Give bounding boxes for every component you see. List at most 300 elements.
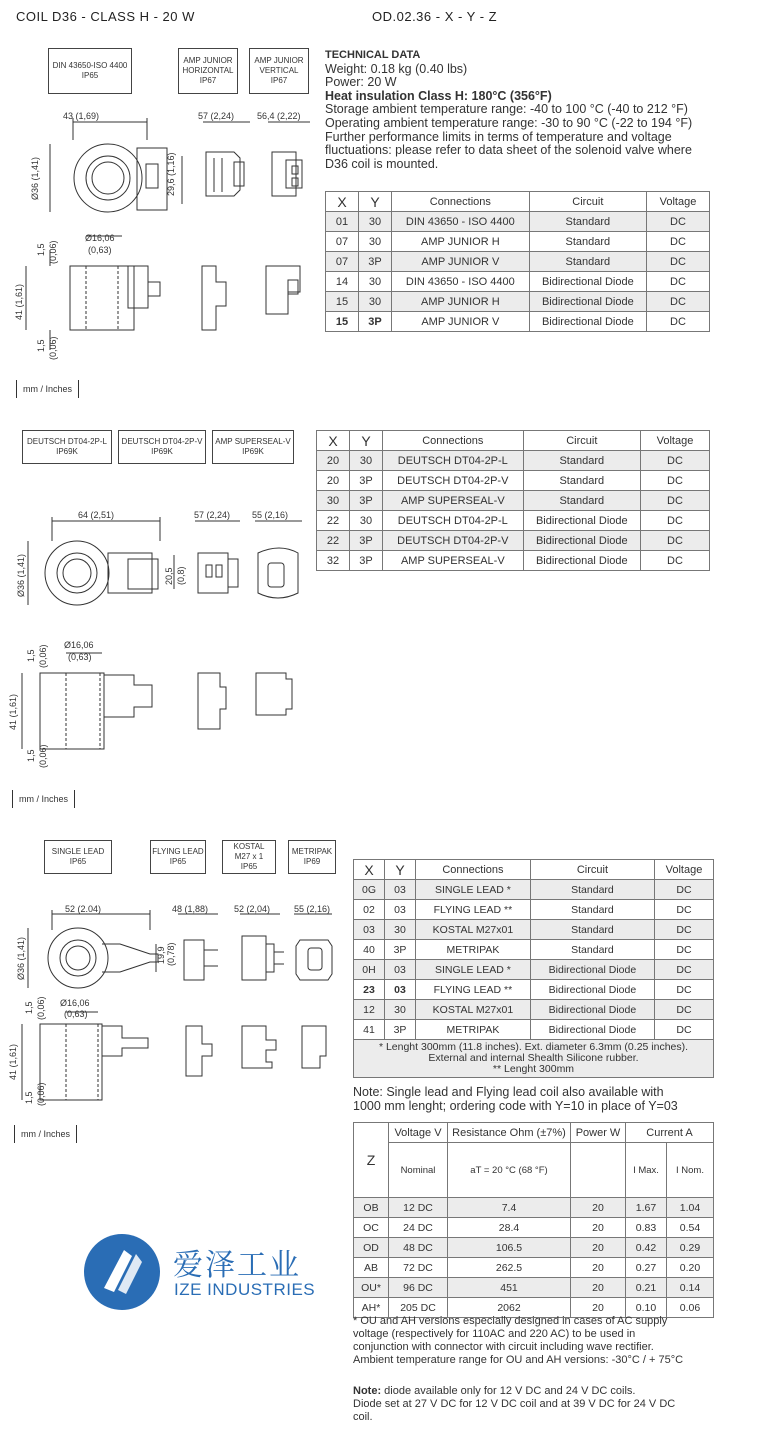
cell: DEUTSCH DT04-2P-V [383,531,524,551]
cell: AMP SUPERSEAL-V [383,551,524,571]
note-line: diode available only for 12 V DC and 24 V DC coils. [381,1385,636,1397]
cell: Bidirectional Diode [523,531,640,551]
dim-center: 20,5 [164,567,174,585]
table-row [317,451,710,471]
section1-drawings [10,100,320,370]
table-row [354,1000,714,1020]
note-line: Ambient temperature range for OU and AH versions: -30°C / + 75°C [353,1354,684,1366]
note-line: conjunction with connector with circuit including wave rectifier. [353,1341,654,1353]
cell: 30 [350,451,383,471]
sub-imax: I Max. [626,1143,667,1198]
cell: METRIPAK [416,1020,531,1040]
cell: DC [655,940,714,960]
dim-length: 41 (1,61) [14,283,24,320]
dim-center: 29,6 (1,16) [166,152,176,196]
cell: 24 DC [389,1218,448,1238]
col-connections: Connections [392,192,530,212]
note-line: * OU and AH versions especially designed in cases of AC supply [353,1315,668,1327]
dim-diameter: Ø36 (1,41) [16,936,26,980]
cell: 01 [326,212,359,232]
box-rating: IP67 [199,76,217,85]
cell: 1.04 [667,1198,714,1218]
cell: 07 [326,232,359,252]
dim-hole-in: (0,63) [88,245,112,255]
cell: 48 DC [389,1238,448,1258]
table-row [354,1278,714,1298]
col-current: Current A [626,1123,714,1143]
cell: 0.10 [626,1298,667,1318]
order-code: OD.02.36 - X - Y - Z [372,9,498,24]
cell: Standard [523,491,640,511]
dim-center-in: (0,78) [166,942,176,966]
cell: 03 [385,960,416,980]
cell: 20 [571,1218,626,1238]
dim-bottom: 1,5 [24,1091,34,1104]
unit-label: mm / Inches [14,1125,77,1143]
note-line: voltage (respectively for 110AC and 220 AC) to be used in [353,1328,636,1340]
cell: Standard [529,232,646,252]
cell: Bidirectional Diode [530,960,654,980]
cell: 30 [359,212,392,232]
cell: AB [354,1258,389,1278]
dim-width: 52 (2.04) [65,904,102,914]
table-row [354,900,714,920]
table-row [317,551,710,571]
dim-hole-in: (0,63) [68,652,92,662]
col-x: X [354,860,385,880]
table-row [326,312,710,332]
cell: 2062 [448,1298,571,1318]
dim-bottom-in: (0,06) [48,336,58,360]
col-z: Z [354,1123,389,1198]
cell: DC [641,531,710,551]
cell: DC [655,1020,714,1040]
box-rating: IP65 [81,71,99,80]
cell: 3P [350,471,383,491]
cell: 30 [317,491,350,511]
cell: DC [655,980,714,1000]
cell: 40 [354,940,385,960]
connector-box-superseal [212,430,294,464]
tech-further: D36 coil is mounted. [325,156,439,171]
connector-box-deutsch-v [118,430,206,464]
cell: FLYING LEAD ** [416,900,531,920]
cell: Standard [523,451,640,471]
connector-box-deutsch-l [22,430,112,464]
col-x: X [326,192,359,212]
cell: Bidirectional Diode [523,551,640,571]
dim-top-in: (0,06) [36,996,46,1020]
col-voltage: Voltage V [389,1123,448,1143]
dim-top: 1,5 [36,243,46,256]
footnote: * Lenght 300mm (11.8 inches). Ext. diameter 6.3mm (0.25 inches). [378,1041,689,1053]
box-label: AMP SUPERSEAL-V [215,437,291,446]
cell: 1.67 [626,1198,667,1218]
cell: DC [641,551,710,571]
table-header [317,431,710,451]
cell: DC [655,920,714,940]
box-label: DIN 43650-ISO 4400 [52,61,128,70]
dim-hole: Ø16,06 [85,233,115,243]
cell: 3P [359,312,392,332]
dim-top: 1,5 [26,649,36,662]
box-label: FLYING LEAD [152,847,204,856]
cell: 0.20 [667,1258,714,1278]
cell: Bidirectional Diode [523,511,640,531]
connector-box-amp-v [249,48,309,94]
cell: 0.54 [667,1218,714,1238]
cell: 30 [385,920,416,940]
cell: 22 [317,511,350,531]
cell: Bidirectional Diode [530,980,654,1000]
cell: DC [655,1000,714,1020]
dim-hole-in: (0,63) [64,1009,88,1019]
cell: 41 [354,1020,385,1040]
cell: 20 [571,1258,626,1278]
cell: DC [647,312,710,332]
col-connections: Connections [416,860,531,880]
dim-top: 1,5 [24,1001,34,1014]
table-row [317,511,710,531]
note-leads [353,1085,753,1113]
dim-bottom: 1,5 [36,339,46,352]
cell: 14 [326,272,359,292]
cell: DEUTSCH DT04-2P-L [383,511,524,531]
cell: METRIPAK [416,940,531,960]
box-label: VERTICAL [259,66,299,75]
cell: 3P [385,1020,416,1040]
cell: 106.5 [448,1238,571,1258]
cell: 28.4 [448,1218,571,1238]
col-circuit: Circuit [523,431,640,451]
cell: Standard [523,471,640,491]
cell: 0.14 [667,1278,714,1298]
cell: DC [641,491,710,511]
dim-width: 43 (1,69) [63,111,100,121]
dim-top-in: (0,06) [48,240,58,264]
cell: 3P [385,940,416,960]
box-rating: IP69K [151,447,173,456]
cell: Bidirectional Diode [529,272,646,292]
cell: Standard [530,920,654,940]
doc-title: COIL D36 - CLASS H - 20 W [16,9,195,24]
cell: Standard [529,212,646,232]
table-row [354,960,714,980]
cell: 30 [359,232,392,252]
dim-diameter: Ø36 (1,41) [16,553,26,597]
cell: SINGLE LEAD * [416,960,531,980]
table-row [354,1238,714,1258]
table-row [354,1258,714,1278]
cell: 451 [448,1278,571,1298]
cell: KOSTAL M27x01 [416,1000,531,1020]
cell: 0.21 [626,1278,667,1298]
cell: Standard [530,880,654,900]
cell: 20 [571,1278,626,1298]
cell: 96 DC [389,1278,448,1298]
tech-storage: Storage ambient temperature range: -40 to 100 °C (-40 to 212 °F) [325,102,688,117]
table-row [317,531,710,551]
dim-bottom-in: (0,06) [38,744,48,768]
dim-connector-v: 56,4 (2,22) [257,111,301,121]
table-row [326,292,710,312]
technical-data [325,49,755,171]
col-x: X [317,431,350,451]
footnote: External and internal Shealth Silicone rubber. [428,1052,639,1064]
cell: DC [655,880,714,900]
table-electrical [353,1122,714,1318]
dim-length: 41 (1,61) [8,1043,18,1080]
dim-center-in: (0,8) [176,566,186,585]
box-label: AMP JUNIOR [183,56,233,65]
cell: 20 [571,1238,626,1258]
cell: 20 [317,451,350,471]
cell: DIN 43650 - ISO 4400 [392,272,530,292]
cell: DC [647,292,710,312]
box-rating: IP69 [303,857,321,866]
table-footnote [354,1040,714,1078]
dim-top-in: (0,06) [38,644,48,668]
box-rating: IP69K [56,447,78,456]
tech-heat: Heat insulation Class H: 180°C (356°F) [325,88,552,103]
cell: DEUTSCH DT04-2P-L [383,451,524,471]
note-diode [353,1385,753,1424]
col-connections: Connections [383,431,524,451]
dim-connector-v: 55 (2,16) [252,510,289,520]
cell: DC [655,900,714,920]
col-y: Y [350,431,383,451]
col-power: Power W [571,1123,626,1143]
cell: Standard [530,940,654,960]
cell: 0G [354,880,385,900]
table-row [354,980,714,1000]
dim-connector-h: 57 (2,24) [194,510,231,520]
table-row [354,1198,714,1218]
ize-logo-icon [82,1232,162,1312]
dim-diameter: Ø36 (1,41) [30,156,40,200]
cell: OB [354,1198,389,1218]
connector-box-kostal [222,840,276,874]
cell: Bidirectional Diode [530,1020,654,1040]
box-label: M27 x 1 [234,852,264,861]
cell: 0.06 [667,1298,714,1318]
dim-width: 64 (2,51) [78,510,115,520]
cell: 0.27 [626,1258,667,1278]
box-label: SINGLE LEAD [51,847,105,856]
cell: Bidirectional Diode [529,312,646,332]
dim-connector-3: 55 (2,16) [294,904,331,914]
cell: DEUTSCH DT04-2P-V [383,471,524,491]
cell: KOSTAL M27x01 [416,920,531,940]
tech-weight: Weight: 0.18 kg (0.40 lbs) [325,61,468,76]
dim-connector-h: 57 (2,24) [198,111,235,121]
table-row [326,212,710,232]
cell: 262.5 [448,1258,571,1278]
note-ou-ah [353,1315,753,1367]
col-circuit: Circuit [530,860,654,880]
cell: 15 [326,312,359,332]
note-line: Note: Single lead and Flying lead coil also available with [353,1085,664,1099]
cell: DC [647,232,710,252]
cell: DC [641,511,710,531]
cell: 7.4 [448,1198,571,1218]
box-rating: IP69K [242,447,264,456]
tech-operating: Operating ambient temperature range: -30 to 90 °C (-22 to 194 °F) [325,115,693,130]
dim-hole: Ø16,06 [60,998,90,1008]
cell: 30 [359,292,392,312]
cell: DIN 43650 - ISO 4400 [392,212,530,232]
cell: DC [647,212,710,232]
col-y: Y [385,860,416,880]
table-header [354,860,714,880]
cell: 0.83 [626,1218,667,1238]
cell: DC [647,272,710,292]
cell: OD [354,1238,389,1258]
dim-connector-1: 48 (1,88) [172,904,209,914]
sub-power [571,1143,626,1198]
cell: 3P [350,551,383,571]
cell: 20 [317,471,350,491]
cell: 23 [354,980,385,1000]
cell: 03 [385,980,416,1000]
dim-bottom-in: (0,06) [36,1082,46,1106]
cell: AH* [354,1298,389,1318]
footnote-cell [354,1040,714,1078]
box-rating: IP65 [169,857,187,866]
cell: AMP SUPERSEAL-V [383,491,524,511]
col-y: Y [359,192,392,212]
cell: Standard [529,252,646,272]
cell: DC [641,471,710,491]
connector-box-metripak [288,840,336,874]
col-resistance: Resistance Ohm (±7%) [448,1123,571,1143]
cell: DC [655,960,714,980]
tech-title: TECHNICAL DATA [325,49,421,61]
table-row [354,880,714,900]
note-label: Note: [353,1385,382,1397]
cell: 3P [359,252,392,272]
col-voltage: Voltage [641,431,710,451]
cell: 30 [385,1000,416,1020]
note-line: Diode set at 27 V DC for 12 V DC coil and at 39 V DC for 24 V DC [353,1398,676,1410]
cell: 30 [359,272,392,292]
box-label: KOSTAL [233,842,265,851]
box-label: AMP JUNIOR [254,56,304,65]
connector-box-flying-lead [150,840,206,874]
tech-further: fluctuations: please refer to data sheet of the solenoid valve where [325,143,692,158]
table-row [354,1020,714,1040]
logo-english: IZE INDUSTRIES [174,1280,316,1299]
table-section1 [325,191,710,332]
cell: 3P [350,491,383,511]
cell: 72 DC [389,1258,448,1278]
cell: 30 [350,511,383,531]
cell: 03 [354,920,385,940]
cell: 12 DC [389,1198,448,1218]
col-circuit: Circuit [529,192,646,212]
box-label: HORIZONTAL [182,66,234,75]
cell: Bidirectional Diode [529,292,646,312]
cell: DC [641,451,710,471]
table-row [317,471,710,491]
cell: 03 [385,880,416,900]
cell: AMP JUNIOR V [392,252,530,272]
cell: OU* [354,1278,389,1298]
table-section2 [316,430,710,571]
cell: Bidirectional Diode [530,1000,654,1020]
table-subheader [354,1143,714,1198]
cell: AMP JUNIOR H [392,292,530,312]
sub-inom: I Nom. [667,1143,714,1198]
cell: Standard [530,900,654,920]
cell: 3P [350,531,383,551]
table-row [326,232,710,252]
unit-label: mm / Inches [12,790,75,808]
cell: SINGLE LEAD * [416,880,531,900]
cell: OC [354,1218,389,1238]
section2-drawings [10,505,320,780]
table-header [326,192,710,212]
cell: 0.29 [667,1238,714,1258]
note-line: coil. [353,1411,373,1423]
sub-at: aT = 20 °C (68 °F) [448,1143,571,1198]
sub-nominal: Nominal [389,1143,448,1198]
cell: DC [647,252,710,272]
connector-box-single-lead [44,840,112,874]
logo-chinese: 爱泽工业 [173,1248,301,1283]
cell: 0.42 [626,1238,667,1258]
dim-bottom: 1,5 [26,749,36,762]
box-label: METRIPAK [291,847,333,856]
col-voltage: Voltage [655,860,714,880]
dim-connector-2: 52 (2,04) [234,904,271,914]
cell: 20 [571,1198,626,1218]
table-row [354,920,714,940]
dim-center: 19,9 [156,946,166,964]
note-line: 1000 mm lenght; ordering code with Y=10 in place of Y=03 [353,1099,678,1113]
cell: FLYING LEAD ** [416,980,531,1000]
connector-box-din [48,48,132,94]
dim-hole: Ø16,06 [64,640,94,650]
tech-power: Power: 20 W [325,75,397,90]
cell: 15 [326,292,359,312]
table-row [326,252,710,272]
table-header [354,1123,714,1143]
tech-further: Further performance limits in terms of temperature and voltage [325,129,672,144]
cell: AMP JUNIOR V [392,312,530,332]
box-rating: IP67 [270,76,288,85]
table-row [317,491,710,511]
cell: 32 [317,551,350,571]
cell: 12 [354,1000,385,1020]
box-rating: IP65 [69,857,87,866]
table-section3 [353,859,714,1078]
table-row [354,940,714,960]
cell: 07 [326,252,359,272]
cell: 20 [571,1298,626,1318]
connector-box-amp-h [178,48,238,94]
cell: 0H [354,960,385,980]
cell: 02 [354,900,385,920]
cell: 205 DC [389,1298,448,1318]
box-label: DEUTSCH DT04-2P-L [26,437,107,446]
cell: 03 [385,900,416,920]
box-rating: IP65 [240,862,258,871]
cell: 22 [317,531,350,551]
cell: AMP JUNIOR H [392,232,530,252]
table-row [354,1218,714,1238]
footnote: ** Lenght 300mm [492,1063,575,1075]
